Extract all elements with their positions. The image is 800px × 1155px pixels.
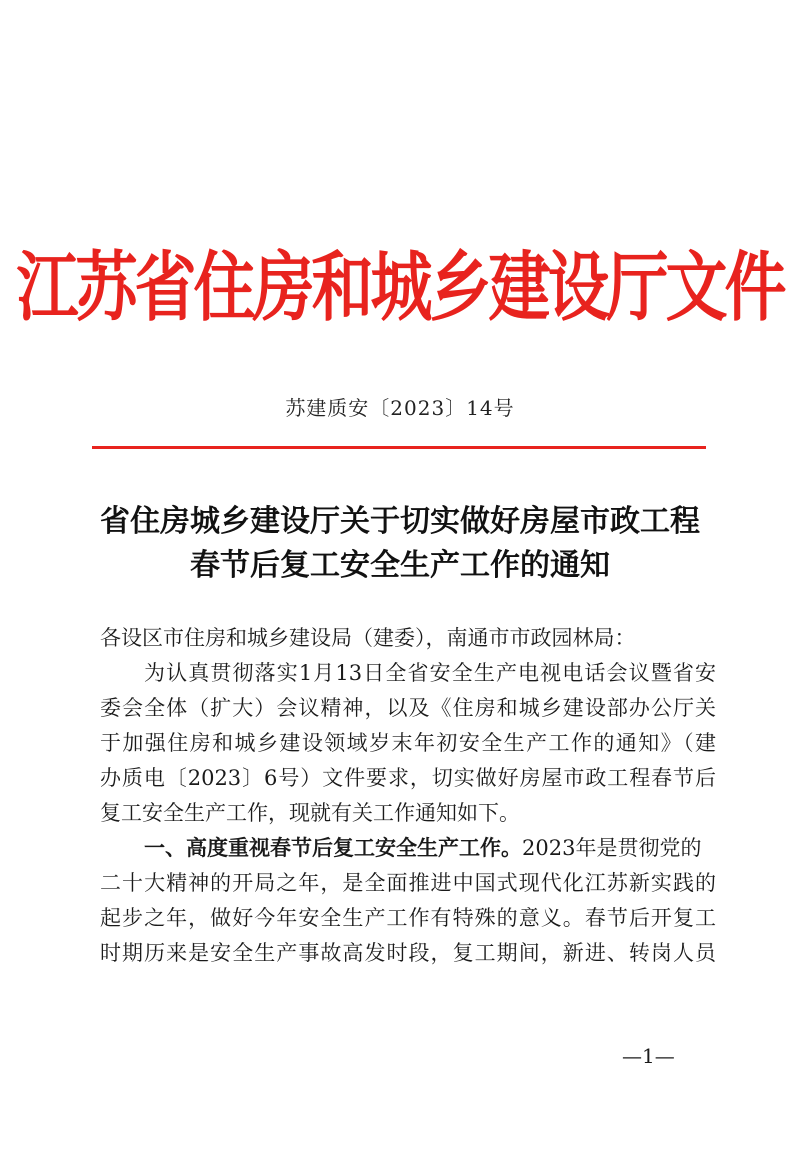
section-1-first-line (100, 831, 716, 866)
paragraph-1-line-2: 委会全体（扩大）会议精神，以及《住房和城乡建设部办公厅关 (100, 696, 716, 720)
paragraph-1-line-4: 办质电〔2023〕6号）文件要求，切实做好房屋市政工程春节后 (100, 766, 716, 790)
section-1-line-4: 时期历来是安全生产事故高发时段，复工期间，新进、转岗人员 (100, 941, 716, 965)
page-number: —1— (622, 1044, 675, 1068)
section-1-line-2: 二十大精神的开局之年，是全面推进中国式现代化江苏新实践的 (100, 871, 716, 895)
notice-title-line-1: 省住房城乡建设厅关于切实做好房屋市政工程 (100, 504, 700, 539)
paragraph-1-line-1: 为认真贯彻落实1月13日全省安全生产电视电话会议暨省安 (144, 661, 716, 685)
document-number: 苏建质安〔2023〕14号 (285, 396, 515, 420)
red-separator-line (92, 446, 706, 449)
agency-title: 江苏省住房和城乡建设厅文件 (16, 242, 784, 332)
paragraph-1-line-3: 于加强住房和城乡建设领域岁末年初安全生产工作的通知》（建 (100, 731, 716, 755)
notice-title (0, 500, 800, 588)
section-1-first-line-text: 2023年是贯彻党的 (522, 836, 702, 860)
section-1-line-3: 起步之年，做好今年安全生产工作有特殊的意义。春节后开复工 (100, 906, 716, 930)
notice-title-line-2: 春节后复工安全生产工作的通知 (190, 548, 610, 583)
salutation: 各设区市住房和城乡建设局（建委），南通市市政园林局： (100, 626, 636, 650)
paragraph-1-line-5: 复工安全生产工作，现就有关工作通知如下。 (100, 801, 520, 825)
section-1-heading: 一、高度重视春节后复工安全生产工作。 (144, 836, 522, 860)
notice-body (100, 621, 716, 971)
